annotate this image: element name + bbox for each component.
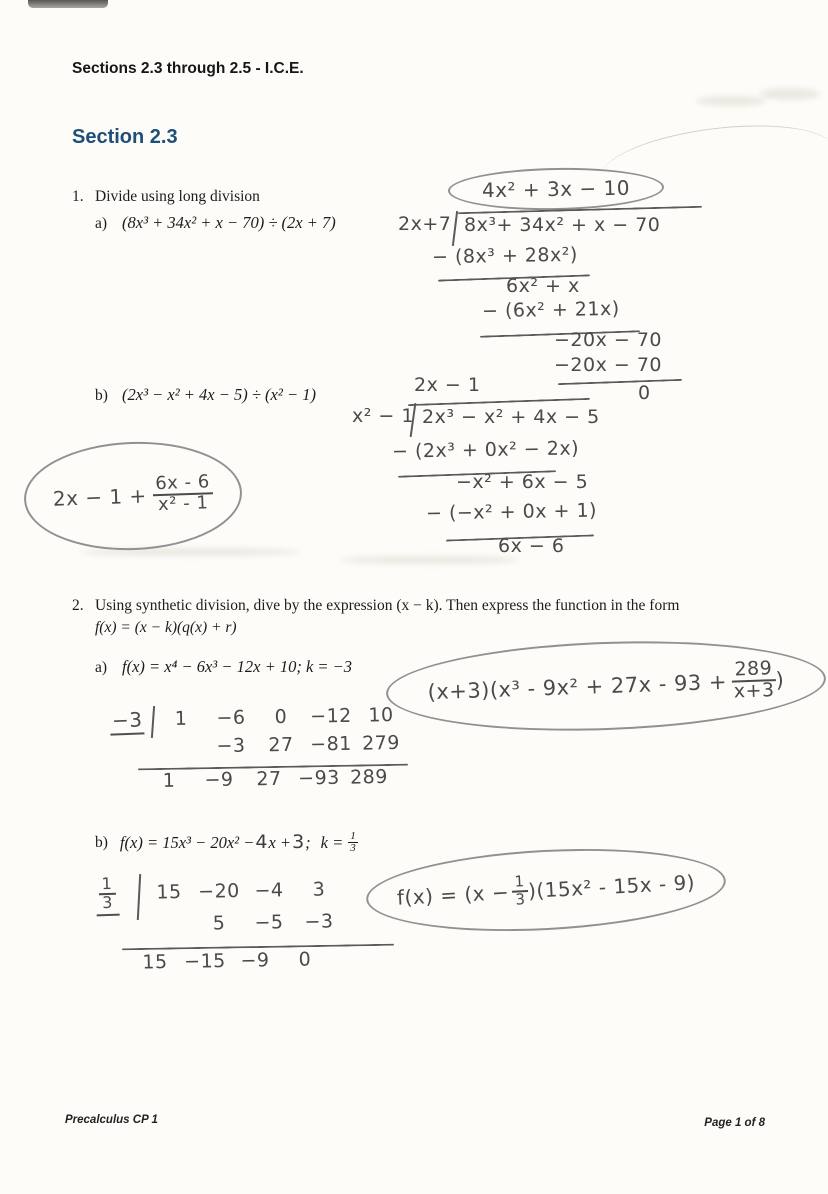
synthetic-row-result-2b: [130, 948, 330, 973]
syn-cell: −15: [184, 950, 226, 973]
answer-1b-prefix: 2x − 1 +: [52, 483, 148, 511]
scan-smudge: [696, 96, 766, 106]
subtract-step2-1b: − (−x² + 0x + 1): [425, 499, 598, 525]
problem2b-label: b): [95, 833, 108, 851]
synthetic-bar-2b: [137, 874, 141, 920]
scan-corner-artifact: [28, 0, 108, 8]
fraction-numerator: 289: [731, 659, 776, 682]
problem2-prompt-line1: Using synthetic division, dive by the expression (x − k). Then express the function in the form: [95, 597, 680, 614]
subtract-step1-1a: − (8x³ + 28x²): [431, 243, 578, 269]
problem2a-expression: f(x) = x⁴ − 6x³ − 12x + 10; k = −3: [122, 657, 353, 676]
synthetic-bar-2a: [151, 706, 155, 738]
synthetic-row-result-2a: [144, 766, 394, 792]
syn-cell: [144, 913, 194, 936]
problem2-number: 2.: [72, 597, 84, 614]
fraction-numerator: 1: [511, 874, 528, 893]
syn-cell: 10: [368, 704, 394, 727]
remainder-1b: 6x − 6: [498, 535, 565, 557]
problem2b-k-label: k =: [320, 832, 344, 852]
fraction-numerator: 6x - 6: [152, 473, 213, 496]
problem2-prompt-line2: f(x) = (x − k)(q(x) + r): [95, 619, 237, 636]
syn-cell: 0: [274, 705, 288, 729]
division-bar-1b: [408, 398, 590, 406]
syn-cell: 0: [298, 948, 312, 971]
answer-1b-fraction: [152, 473, 214, 515]
fraction-denominator: x+3: [733, 679, 775, 703]
problem2b-expression-prefix: f(x) = 15x³ − 20x² −: [119, 832, 255, 852]
syn-cell: −9: [240, 949, 270, 972]
synthetic-row-coefficients-2b: [144, 878, 344, 903]
problem2a-synthetic-division: [100, 702, 420, 802]
problem1b-label: b): [95, 387, 108, 404]
syn-cell: 1: [174, 707, 188, 730]
syn-cell: −3: [304, 910, 334, 933]
dividend-1a: 8x³+ 34x² + x − 70: [464, 214, 661, 236]
subtract-step2-1a: − (6x² + 21x): [481, 297, 620, 323]
fraction-denominator: x² - 1: [157, 492, 209, 516]
subtract-step1-1b: − (2x³ + 0x² − 2x): [391, 437, 580, 463]
syn-cell: −9: [204, 768, 234, 792]
quotient-1a: 4x² + 3x − 10: [481, 175, 631, 203]
dividend-1b: 2x³ − x² + 4x − 5: [422, 406, 600, 428]
division-bracket-1a: [452, 211, 458, 246]
difference1-1a: 6x² + x: [506, 275, 580, 297]
divisor-1a: 2x+7: [398, 213, 452, 235]
syn-cell: −5: [254, 911, 284, 934]
syn-cell: 27: [256, 767, 282, 791]
fraction-numerator: 1: [350, 830, 356, 842]
answer-2b-k-fraction: [511, 874, 529, 908]
syn-cell: −6: [216, 706, 246, 730]
answer-circle-1a: [448, 166, 665, 212]
scan-smudge: [760, 88, 820, 100]
synthetic-k-2b: [95, 873, 119, 916]
problem2b-semicolon: ;: [305, 832, 311, 852]
syn-cell: −20: [198, 880, 240, 903]
syn-cell: −3: [216, 734, 246, 758]
handwritten-coefficient-correction: 4: [255, 830, 268, 853]
syn-cell: 1: [162, 769, 176, 792]
synthetic-row-products-2a: [156, 732, 406, 758]
answer-2b-suffix: )(15x² - 15x - 9): [527, 870, 696, 903]
fraction-denominator: 3: [101, 892, 114, 912]
answer-circle-2b: [364, 841, 728, 940]
handwritten-constant-correction: 3: [292, 830, 305, 853]
answer-2b-prefix: f(x) = (x −: [396, 879, 510, 910]
answer-2a-prefix: (x+3)(x³ - 9x² + 27x - 93 +: [427, 669, 728, 705]
syn-cell: −4: [254, 879, 284, 902]
fraction-numerator: 1: [98, 876, 115, 895]
syn-cell: 3: [312, 878, 326, 901]
answer-2a-fraction: [731, 659, 776, 702]
difference1-1b: −x² + 6x − 5: [456, 471, 589, 493]
footer-page-number: Page 1 of 8: [704, 1117, 765, 1129]
syn-cell: 289: [349, 765, 389, 789]
problem1-prompt: Divide using long division: [95, 188, 260, 205]
answer-circle-2a: [385, 634, 828, 737]
section-heading: Section 2.3: [72, 126, 178, 148]
footer-course-name: Precalculus CP 1: [65, 1114, 158, 1126]
problem1-number: 1.: [72, 188, 84, 205]
problem2b-line: [95, 831, 358, 854]
synthetic-k-fraction-2b: [98, 873, 116, 912]
difference2-1a: −20x − 70: [554, 329, 663, 351]
document-title: Sections 2.3 through 2.5 - I.C.E.: [72, 60, 304, 77]
problem1a-label: a): [95, 215, 108, 232]
problem1a-expression: (8x³ + 34x² + x − 70) ÷ (2x + 7): [122, 213, 336, 232]
syn-cell: −93: [297, 766, 340, 790]
quotient-1b: 2x − 1: [414, 374, 481, 396]
syn-cell: 15: [142, 951, 168, 974]
subtract-step3-1a: −20x − 70: [554, 354, 663, 376]
syn-cell: 5: [212, 912, 226, 935]
problem2b-expression-mid: x +: [268, 832, 292, 852]
problem1b-expression: (2x³ − x² + 4x − 5) ÷ (x² − 1): [122, 385, 316, 404]
syn-cell: −12: [309, 704, 352, 728]
syn-cell: −81: [309, 732, 352, 756]
remainder-1a: 0: [638, 382, 651, 404]
syn-cell: [156, 735, 206, 758]
answer-circle-1b: [22, 438, 244, 554]
problem1a-handwritten-work: [396, 168, 728, 404]
fraction-denominator: 3: [350, 842, 356, 854]
problem2b-synthetic-division: [82, 872, 412, 984]
answer-2a-suffix: ): [775, 667, 785, 693]
problem1b-handwritten-work: [352, 372, 697, 577]
synthetic-row-coefficients-2a: [156, 704, 406, 730]
synthetic-k-2a: −3: [110, 707, 145, 735]
syn-cell: 279: [361, 731, 401, 755]
problem2b-k-fraction: [348, 831, 358, 854]
problem2a-label: a): [95, 659, 108, 676]
synthetic-row-products-2b: [144, 910, 344, 935]
divisor-1b: x² − 1: [352, 405, 414, 427]
syn-cell: 15: [156, 881, 182, 904]
syn-cell: 27: [268, 733, 294, 757]
fraction-denominator: 3: [515, 890, 526, 909]
